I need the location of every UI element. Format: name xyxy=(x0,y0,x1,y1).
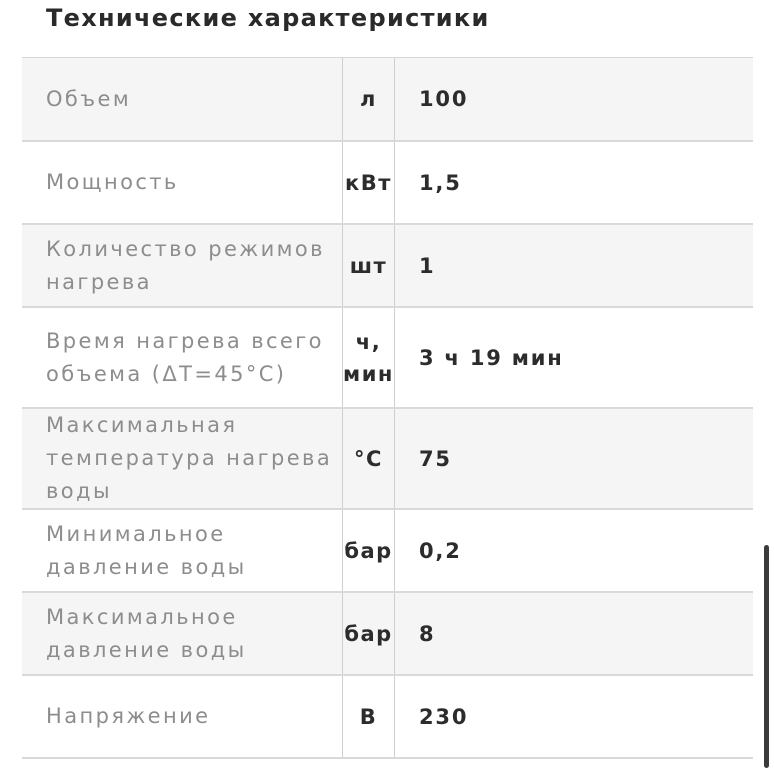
specs-table xyxy=(22,57,753,759)
spec-unit: бар xyxy=(342,593,395,674)
section-title: Технические характеристики xyxy=(46,4,490,32)
spec-name: Объем xyxy=(46,86,132,111)
spec-row-max-temperature xyxy=(22,409,753,510)
spec-name: Количество режимов нагрева xyxy=(46,236,325,294)
spec-value: 1 xyxy=(419,253,436,278)
spec-name: Максимальное давление воды xyxy=(46,604,247,662)
spec-row-max-pressure xyxy=(22,593,753,676)
spec-name: Максимальная температура нагрева воды xyxy=(46,413,333,503)
spec-value: 1,5 xyxy=(419,170,462,195)
spec-row-min-pressure xyxy=(22,510,753,593)
spec-unit: кВт xyxy=(342,142,395,223)
spec-row-voltage xyxy=(22,676,753,759)
spec-unit: л xyxy=(342,58,395,140)
spec-row-power xyxy=(22,142,753,225)
spec-value: 230 xyxy=(419,704,469,729)
scrollbar-thumb[interactable] xyxy=(764,545,769,768)
spec-row-heating-modes xyxy=(22,225,753,308)
spec-unit: °C xyxy=(342,409,395,508)
spec-unit: шт xyxy=(342,225,395,306)
spec-value: 8 xyxy=(419,621,436,646)
spec-row-heating-time xyxy=(22,308,753,409)
spec-name: Время нагрева всего объема (ΔT=45°C) xyxy=(46,328,324,386)
spec-value: 75 xyxy=(419,446,452,471)
spec-value: 0,2 xyxy=(419,538,462,563)
spec-unit: В xyxy=(342,676,395,757)
spec-name: Минимальное давление воды xyxy=(46,521,247,579)
spec-name: Мощность xyxy=(46,170,179,194)
spec-unit: ч, мин xyxy=(342,308,395,407)
spec-value: 100 xyxy=(419,87,469,111)
spec-row-volume xyxy=(22,58,753,142)
spec-name: Напряжение xyxy=(46,704,211,728)
spec-unit: бар xyxy=(342,510,395,591)
spec-value: 3 ч 19 мин xyxy=(419,345,564,370)
